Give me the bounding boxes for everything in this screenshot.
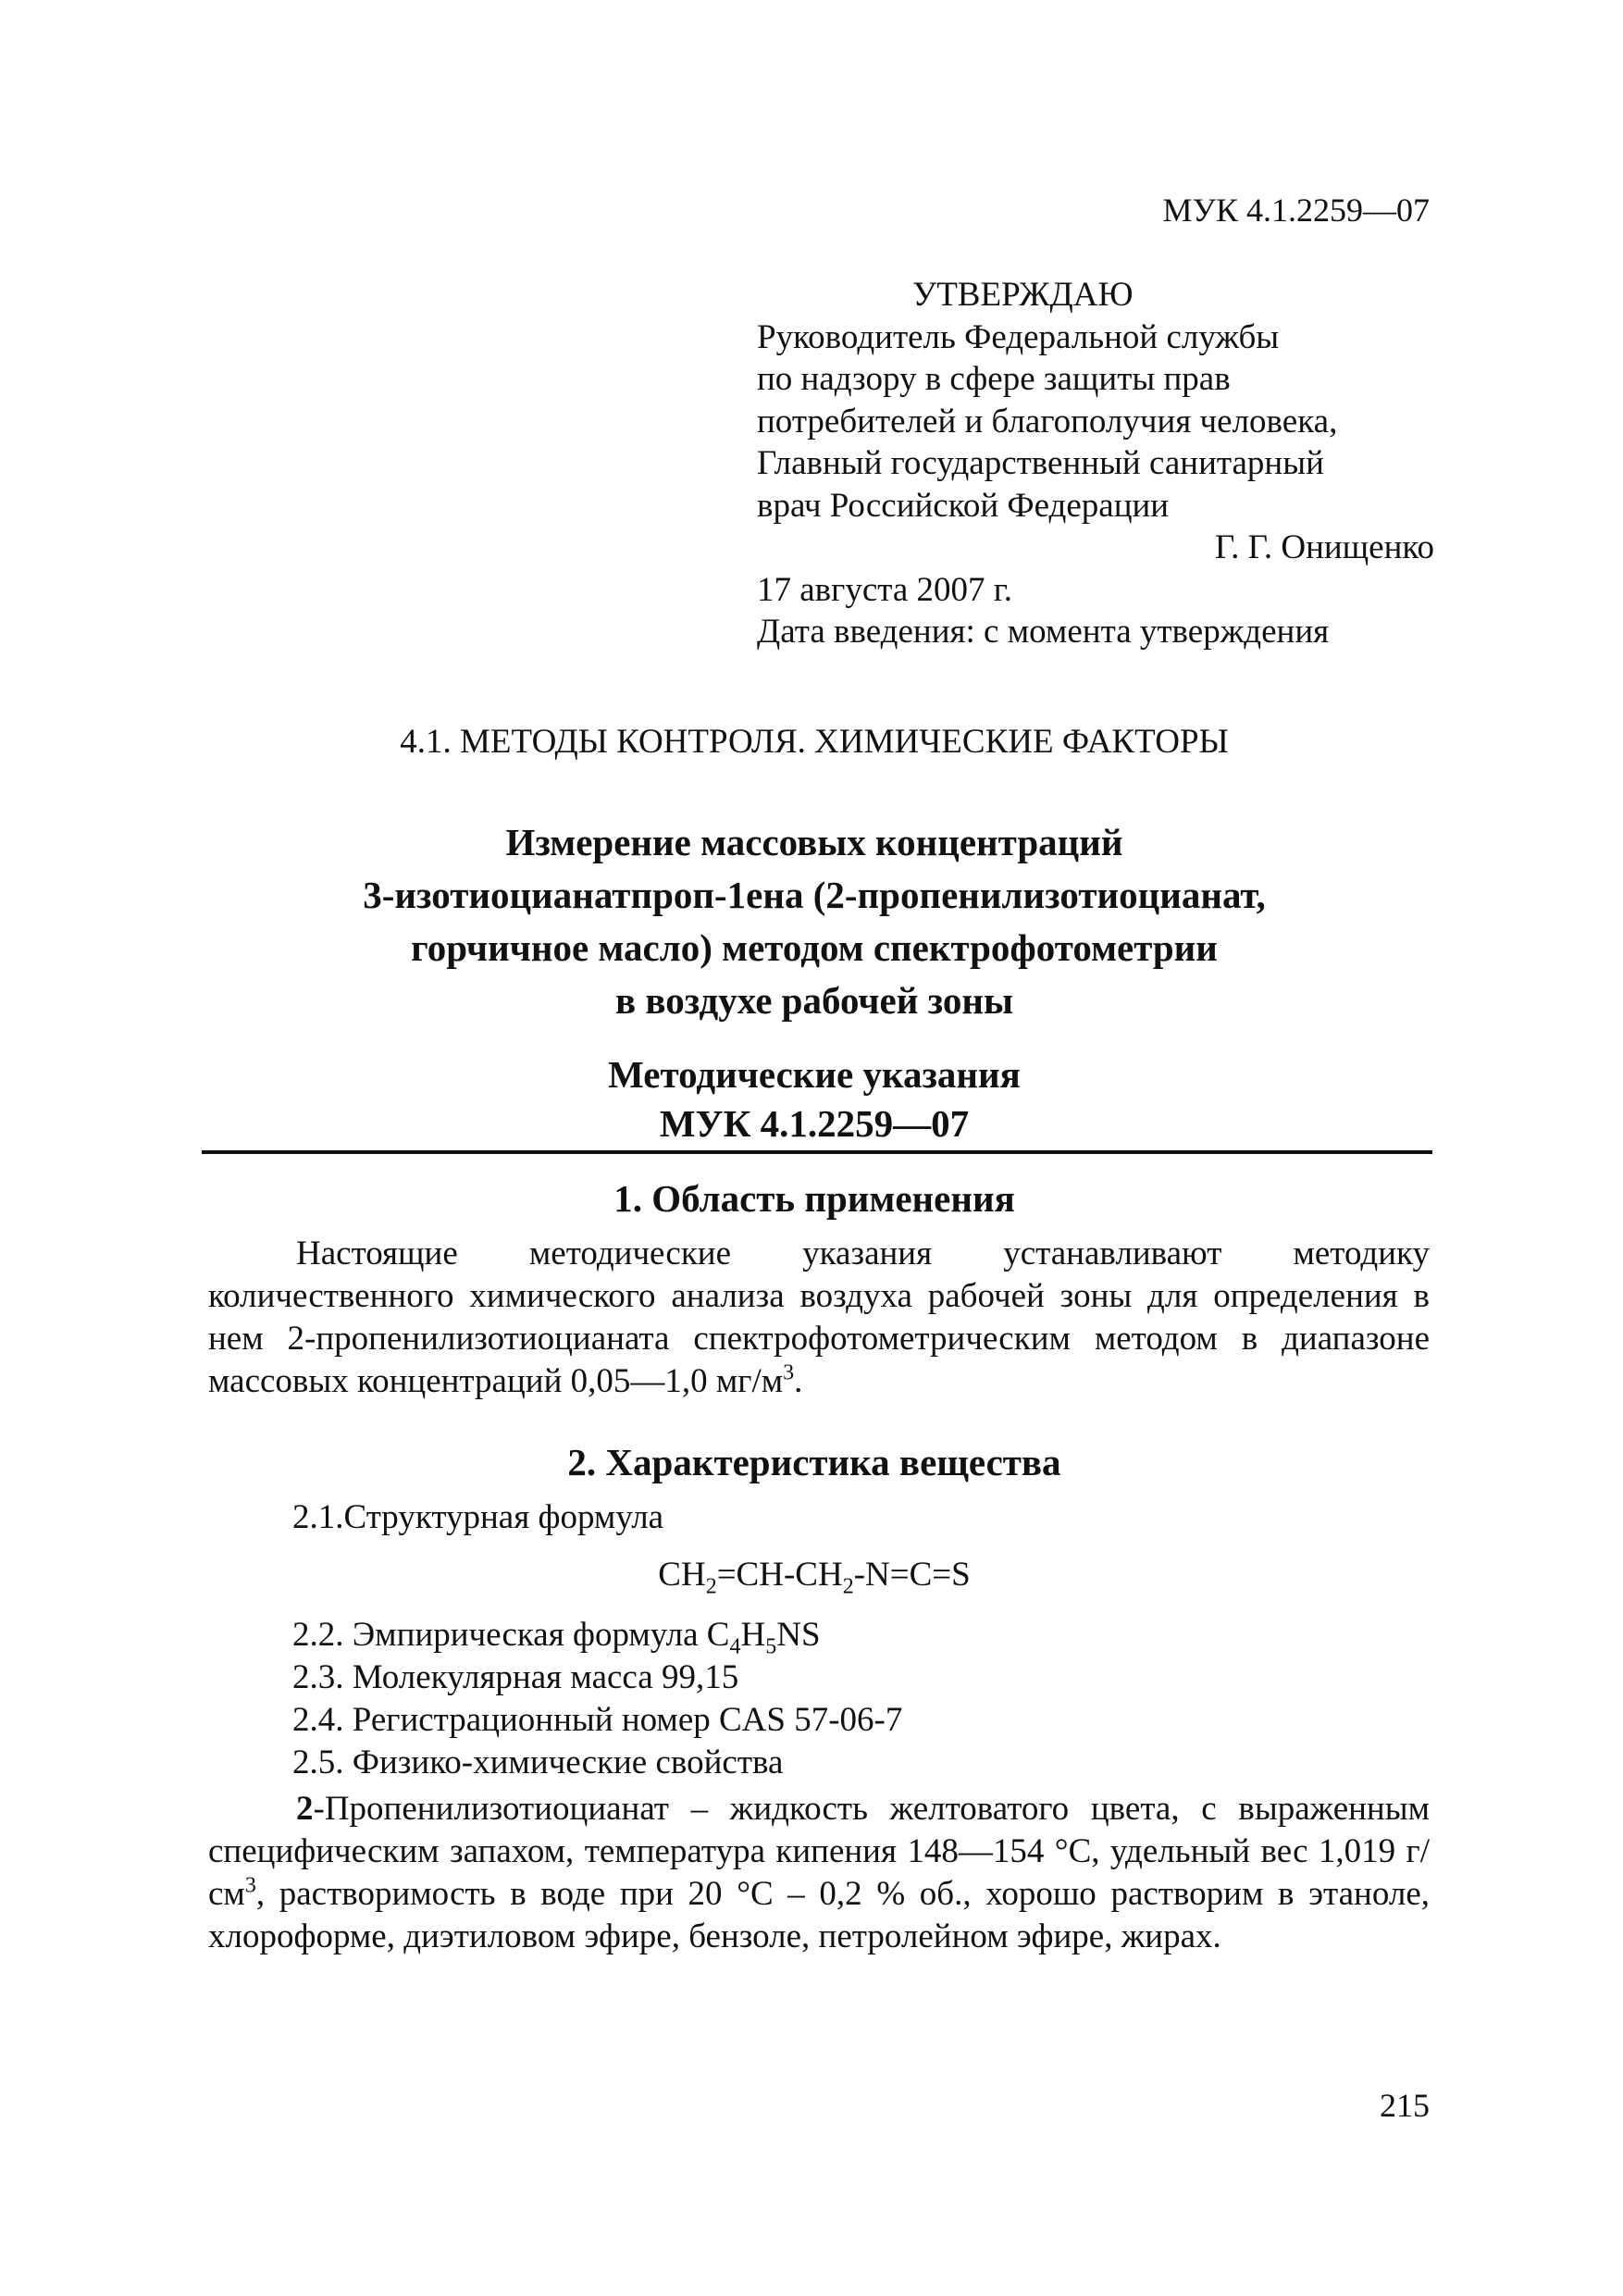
title-line: 3-изотиоцианатпроп-1ена (2-пропенилизотиоцианат, (363, 874, 1266, 916)
approval-line: врач Российской Федерации (757, 486, 1170, 525)
effective-date: Дата введения: с момента утверждения (757, 613, 1330, 651)
item-2-4: 2.4. Регистрационный номер CAS 57-06-7 (292, 1701, 903, 1739)
category-heading: 4.1. МЕТОДЫ КОНТРОЛЯ. ХИМИЧЕСКИЕ ФАКТОРЫ (400, 723, 1229, 761)
approval-line: потребителей и благополучия человека, (757, 402, 1338, 441)
approval-date: 17 августа 2007 г. (757, 570, 1013, 609)
structural-formula (199, 1555, 1430, 1599)
properties-text-part: -Пропенилизотиоцианат – жидкость желтоватого цвета, с выраженным специфическим запахом, температура кипения 148—154 °C, удельный вес 1,019 г/см (208, 1790, 1430, 1913)
formula-subscript: 2 (842, 1574, 854, 1599)
properties-bold-start: 2 (296, 1790, 314, 1828)
item-2-2 (292, 1615, 821, 1659)
formula-part: -N=C=S (853, 1556, 971, 1594)
formula-subscript: 4 (729, 1634, 741, 1659)
approval-heading: УТВЕРЖДАЮ (912, 276, 1134, 314)
formula-part: CH (658, 1556, 706, 1594)
section-1-text-body: Настоящие методические указания устанавливают методику количественного химического анализа воздуха рабочей зоны для определения в нем 2-пропенилизотиоцианата спектрофотометрическим методом в диапазоне массовых концентраций 0,05—1,0 мг/м (208, 1235, 1430, 1400)
document-code: МУК 4.1.2259—07 (1162, 192, 1430, 229)
approval-signatory: Г. Г. Онищенко (1214, 528, 1434, 566)
approval-line: Главный государственный санитарный (757, 444, 1324, 482)
document-title (199, 816, 1430, 1027)
approval-line: Руководитель Федеральной службы (757, 317, 1280, 356)
properties-text-part: , растворимость в воде при 20 °C – 0,2 % об., хорошо растворим в этаноле, хлороформе, диэтиловом эфире, бензоле, петролейном эфире, жирах. (208, 1875, 1430, 1955)
title-line: в воздухе рабочей зоны (615, 979, 1013, 1022)
document-subtitle (199, 1050, 1430, 1148)
item-2-1: 2.1.Структурная формула (292, 1498, 664, 1536)
properties-text (208, 1788, 1430, 1958)
approval-block (757, 274, 1434, 653)
section-1-text (208, 1233, 1430, 1403)
superscript: 3 (244, 1873, 256, 1898)
section-1-title: 1. Область применения (613, 1177, 1015, 1220)
title-line: Измерение массовых концентраций (505, 821, 1123, 863)
item-2-3: 2.3. Молекулярная масса 99,15 (292, 1658, 739, 1696)
item-text: 2.2. Эмпирическая формула C (292, 1616, 730, 1654)
subtitle-line: Методические указания (608, 1053, 1021, 1096)
section-2-title: 2. Характеристика вещества (567, 1441, 1061, 1483)
item-text: H (740, 1616, 766, 1654)
item-2-5: 2.5. Физико-химические свойства (292, 1744, 784, 1781)
horizontal-rule (202, 1150, 1432, 1154)
superscript: 3 (783, 1360, 795, 1385)
formula-part: =CH-CH (716, 1556, 843, 1594)
subtitle-code: МУК 4.1.2259—07 (659, 1102, 970, 1145)
formula-subscript: 5 (765, 1634, 777, 1659)
section-1-text-end: . (794, 1362, 803, 1400)
page-number: 215 (1380, 2087, 1430, 2124)
title-line: горчичное масло) методом спектрофотометрии (411, 926, 1218, 969)
approval-line: по надзору в сфере защиты прав (757, 360, 1231, 398)
formula-subscript: 2 (705, 1574, 717, 1599)
item-text: NS (776, 1616, 821, 1654)
